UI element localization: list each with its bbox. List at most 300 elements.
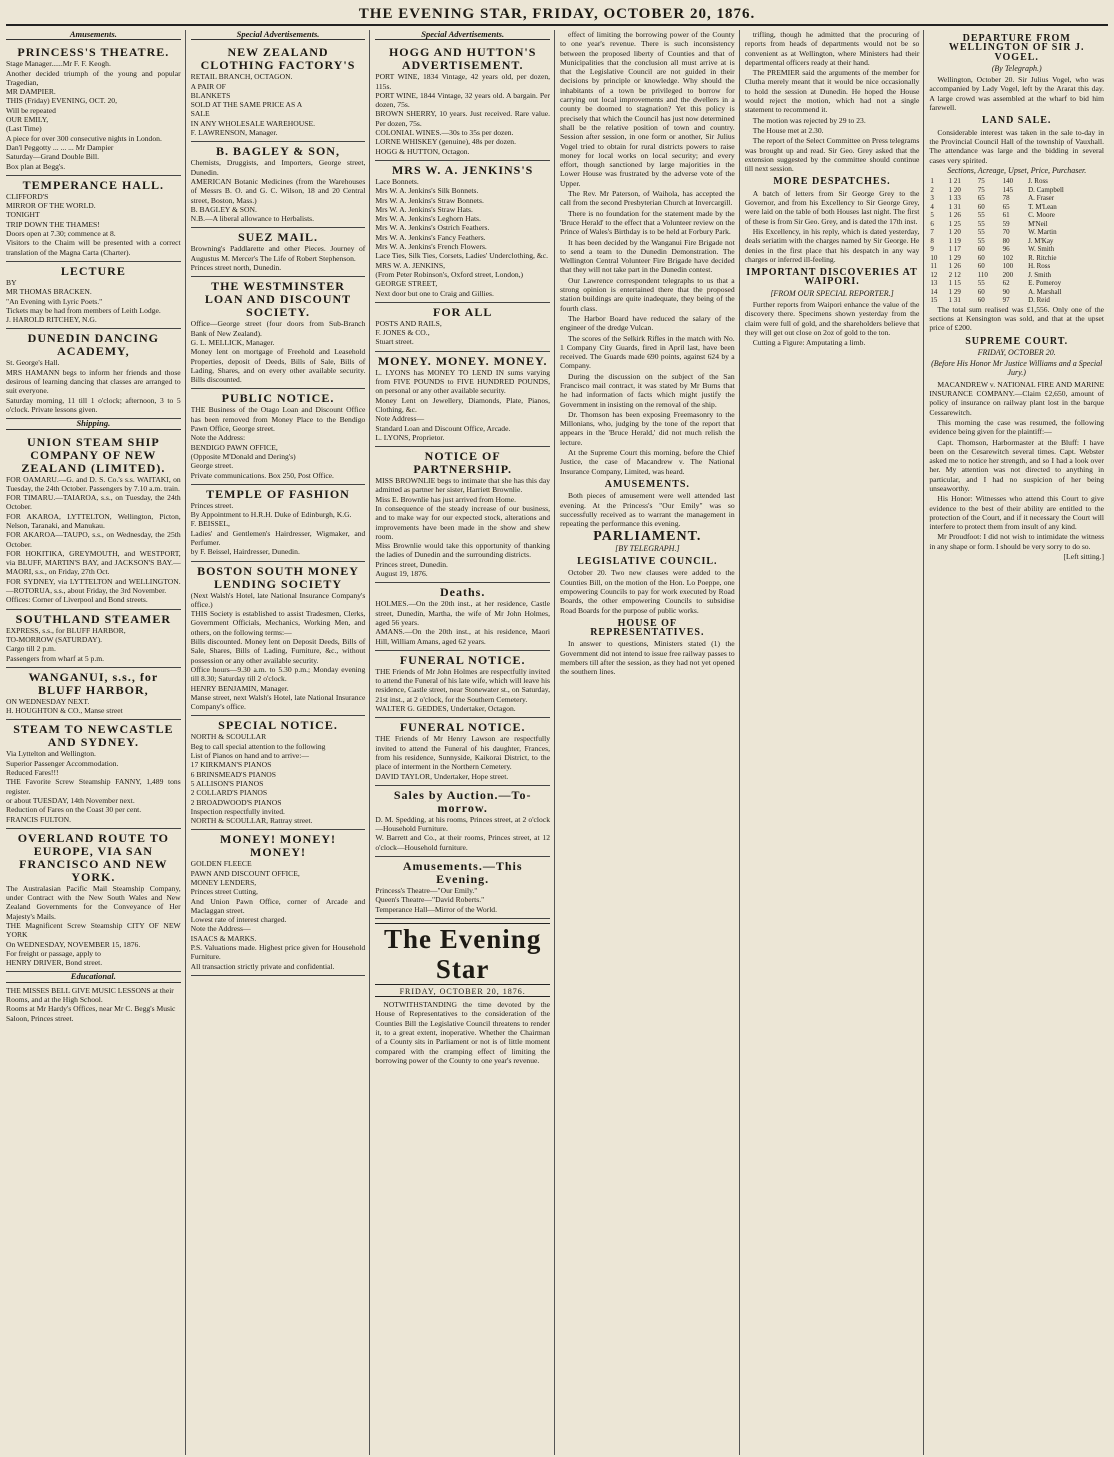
ad-line: Office—George street (four doors from Sub-Branch Bank of New Zealand). (190, 319, 366, 338)
court-judge: (Before His Honor Mr Justice Williams and a Special Jury.) (931, 359, 1103, 378)
advertisement-money (375, 352, 550, 447)
advertisement-temple-of-fashion (191, 485, 366, 562)
ad-line: W. Barrett and Co., at their rooms, Princes street, at 12 o'clock—Household furniture. (375, 833, 551, 852)
ad-line: MONEY LENDERS, (190, 878, 257, 887)
despatches-paragraph: His Excellency, in his reply, which is dated yesterday, deals seriatim with the charges named by Sir George. He denies in the first place that his despatch in any way charges or inferred ill-feeling. (744, 226, 920, 264)
land-cell: 1 26 (948, 262, 961, 271)
ad-line: MRS HAMANN begs to inform her friends and those desirous of learning dancing that classes are arranged to suit everyone. (6, 367, 181, 396)
ad-line: POSTS AND RAILS, (375, 318, 442, 328)
land-cell: 6 (930, 219, 934, 228)
advertisement-notice-of-partnership (375, 447, 550, 583)
land-row (929, 254, 1104, 263)
special-reporter: [FROM OUR SPECIAL REPORTER.] (770, 288, 894, 298)
ad-line: FOR AKAROA, LYTTELTON, Wellington, Picton, Nelson, Taranaki, and Manukau. (6, 511, 181, 530)
land-cell: 96 (1002, 245, 1010, 254)
land-cell: 1 26 (948, 211, 961, 220)
ad-line: Queen's Theatre—"David Roberts." (375, 895, 485, 905)
ad-line: For freight or passage, apply to (6, 948, 101, 958)
ad-line: 2 COLLARD'S PIANOS (190, 788, 268, 798)
discoveries-heading: IMPORTANT DISCOVERIES AT WAIPORI. (746, 267, 918, 288)
ad-line: Another decided triumph of the young and popular Tragedian, (6, 68, 181, 87)
land-cell: 1 31 (948, 202, 961, 211)
ad-line: Private communications. Box 250, Post Office. (190, 470, 334, 480)
ad-line: Princes street, Dunedin. (375, 559, 448, 569)
land-cell: 70 (1002, 228, 1010, 237)
section-heading: Educational. (6, 972, 181, 982)
land-cell: 62 (1002, 279, 1010, 288)
land-row (929, 245, 1104, 254)
land-row (929, 296, 1104, 305)
ad-line: ISAACS & MARKS. (190, 933, 257, 943)
ad-line: PORT WINE, 1844 Vintage, 32 years old. A bargain. Per dozen, 75s. (375, 90, 551, 110)
land-cell: J. Smith (1028, 270, 1052, 279)
land-cell: W. Smith (1028, 245, 1055, 254)
ad-line: THE Friends of Mr Henry Lawson are respectfully invited to attend the Funeral of his daughter, Frances, from his residence, Sunnyside, Kaikorai District, to the place of interment in the Northern Cemetery. (375, 734, 551, 772)
ad-line: LORNE WHISKEY (genuine), 48s per dozen. (375, 137, 517, 147)
advertisement-fencing (375, 303, 550, 352)
ad-title: FOR ALL (433, 304, 493, 319)
land-row (929, 228, 1104, 237)
land-cell: 3 (930, 194, 934, 203)
land-cell: 13 (930, 279, 938, 288)
land-row (929, 279, 1104, 288)
land-row (929, 288, 1104, 297)
leader-paragraph: NOTWITHSTANDING the time devoted by the House of Representatives to the consideration of the Counties Bill the Legislative Council threatens to render it, to a great extent, inoperative. Whether the Chairman of a County sits in Parliament or not is of little moment compared with the cramping effect of limiting the borrowing power of the County to one year's revenue. (375, 1000, 551, 1065)
ad-line: Miss E. Brownlie has just arrived from Home. (375, 494, 517, 504)
land-cell: 11 (930, 262, 938, 271)
article-paragraph: The House met at 2.30. (752, 125, 824, 135)
house-heading: HOUSE OF REPRESENTATIVES. (590, 617, 705, 639)
ad-line: Mrs W. A. Jenkins's Straw Hats. (375, 204, 473, 214)
article-paragraph: At the Supreme Court this morning, before the Chief Justice, the case of Macandrew v. The National Insurance Company, Limited, was heard. (560, 448, 735, 476)
ad-line: (Last Time) (6, 124, 42, 134)
land-cell: 60 (977, 287, 985, 296)
land-cell: 60 (977, 202, 985, 211)
ad-line: Inspection respectfully invited. (190, 806, 285, 816)
ad-line: Money lent on mortgage of Freehold and Leasehold Properties, deposit of Deeds, Bills of Sale, Bills of Lading, Shares, and on every other available security. Bills discounted. (190, 347, 366, 385)
ad-line: SALE (190, 109, 210, 119)
ad-line: Mrs W. A. Jenkins's Leghorn Hats. (375, 214, 481, 224)
ad-title: TEMPLE OF FASHION (206, 486, 350, 501)
ad-line: Reduction of Fares on the Coast 30 per cent. (6, 805, 142, 815)
column-6 (929, 30, 1108, 1455)
land-cell: 59 (1002, 219, 1010, 228)
legislative-council-paragraph: October 20. Two new clauses were added to the Counties Bill, on the motion of the Hon. Lo Poeppe, one empowering Councils to pay for work executed by Road Boards, the other empowering Councils to subsidise Road Boards for the purpose of public works. (560, 568, 735, 615)
advertisement-overland-route (6, 829, 181, 973)
ad-line: Visitors to the Chaim will be presented with a correct translation of the Magna Carta (Charter). (6, 238, 181, 257)
ad-line: F. JONES & CO., (375, 328, 430, 338)
ad-line: Superior Passenger Accommodation. (6, 758, 119, 768)
land-cell: J. M'Kay (1028, 236, 1054, 245)
ad-line: or about TUESDAY, 14th November next. (6, 795, 135, 805)
ad-line: Passengers from wharf at 5 p.m. (6, 653, 105, 663)
land-cell: 110 (977, 270, 988, 279)
section-heading: Shipping. (6, 419, 181, 429)
ad-line: Mrs W. A. Jenkins's French Flowers. (375, 242, 487, 252)
ad-title: HOGG AND HUTTON'S ADVERTISEMENT. (388, 45, 537, 73)
land-cell: 60 (977, 296, 985, 305)
ad-line: BROWN SHERRY, 10 years. Just received. Rare value. Per dozen, 75s. (375, 109, 551, 128)
land-cell: A. Fraser (1028, 194, 1055, 203)
more-despatches-heading: MORE DESPATCHES. (773, 176, 891, 188)
ad-line: F. LAWRENSON, Manager. (190, 128, 278, 138)
ad-line: RETAIL BRANCH, OCTAGON. (190, 72, 293, 82)
masthead: THE EVENING STAR, FRIDAY, OCTOBER 20, 1876. (6, 4, 1108, 26)
land-cell: 1 (930, 177, 934, 186)
land-cell: 145 (1002, 185, 1014, 194)
advertisement-steam-newcastle (6, 720, 181, 828)
land-cell: 80 (1002, 236, 1010, 245)
ad-line: Lace Ties, Silk Ties, Corsets, Ladies' Underclothing, &c. (375, 251, 548, 261)
ad-line: Princes street. (190, 500, 234, 510)
land-cell: 1 21 (948, 177, 961, 186)
ad-line: TO-MORROW (SATURDAY). (6, 634, 103, 644)
ad-line: EXPRESS, s.s., for BLUFF HARBOR, (6, 625, 126, 635)
ad-line: F. BEISSEL, (190, 519, 230, 529)
land-cell: T. M'Lean (1028, 202, 1057, 211)
advertisement-amusements-this-evening (375, 857, 550, 919)
ad-line: TONIGHT (6, 210, 40, 220)
land-cell: 1 19 (948, 236, 961, 245)
advertisement-deaths (375, 583, 550, 650)
ad-line: "An Evening with Lyric Poets." (6, 296, 103, 306)
ad-line: Mrs W. A. Jenkins's Fancy Feathers. (375, 232, 486, 242)
land-cell: 2 (930, 185, 934, 194)
land-cell: 78 (1002, 194, 1010, 203)
ad-line: FRANCIS FULTON. (6, 814, 71, 824)
article-paragraph: Dr. Thomson has been exposing Freemasonry to the Millonians, who, judging by the tone of the report that appears in the 'Bruce Herald,' did not much relish the lecture. (560, 409, 735, 447)
ad-line: NORTH & SCOULLAR (190, 732, 267, 742)
ad-line: Temperance Hall—Mirror of the World. (375, 904, 497, 914)
ad-title: PUBLIC NOTICE. (221, 391, 335, 406)
ad-line: A piece for over 300 consecutive nights in London. (6, 133, 162, 143)
ad-line: N.B.—A liberal allowance to Herbalists. (190, 214, 315, 224)
ad-line: THIS (Friday) EVENING, OCT. 20, (6, 96, 118, 106)
advertisement-bagley-and-son (191, 142, 366, 228)
ad-line: J. HAROLD RITCHEY, N.G. (6, 315, 97, 325)
ad-line: THE Friends of Mr John Holmes are respectfully invited to attend the Funeral of his late wife, which will leave his residence, Castle street, near Stonewater st., on Saturday, 21st inst., at 2 o'clock, for the Southern Cemetery. (375, 666, 551, 704)
ad-line: Saturday morning, 11 till 1 o'clock; afternoon, 3 to 5 o'clock. Private lessons given. (6, 395, 181, 414)
paper-date: FRIDAY, OCTOBER 20, 1876. (375, 987, 550, 997)
ad-line: (Opposite M'Donald and Dering's) (190, 451, 296, 461)
ad-line: 17 KIRKMAN'S PIANOS (190, 760, 272, 770)
land-cell: 10 (930, 253, 938, 262)
land-cell: 8 (930, 236, 934, 245)
ad-line: MR THOMAS BRACKEN. (6, 287, 92, 297)
parliament-heading: PARLIAMENT. (593, 529, 702, 545)
column-5 (745, 30, 925, 1455)
ad-line: Browning's Paddlarette and other Pieces. Journey of Augustus M. Mercer's The Life of Robert Stephenson. (190, 244, 366, 263)
ad-line: B. BAGLEY & SON. (190, 204, 257, 214)
ad-title: SOUTHLAND STEAMER (15, 611, 172, 626)
land-cell: R. Ritchie (1028, 253, 1057, 262)
ad-line: List of Pianos on hand and to arrive:— (190, 751, 309, 761)
land-cell: 55 (977, 236, 985, 245)
despatches-paragraph: A batch of letters from Sir George Grey to the Governor, and from his Excellency to Sir George Grey, were laid on the table of both Houses last night. The first of these is from Sir Geo. Grey, and is dated the 17th inst. (744, 188, 920, 226)
article-paragraph: The scores of the Selkirk Rifles in the match with No. 1 Company City Guards, fired in April last, have been received. The Guards made 690 points, against 624 by a Company. (560, 333, 735, 371)
article-paragraph: The motion was rejected by 29 to 23. (752, 115, 866, 125)
article-paragraph: trifling, though he admitted that the procuring of reports from heads of departments would not be so convenient as at Wellington, where Ministers had their departmental officers ready at their hand. (744, 30, 920, 67)
ad-line: FOR AKAROA—TAUPO, s.s., on Wednesday, the 25th October. (6, 530, 181, 549)
land-cell: 60 (977, 245, 985, 254)
land-cell: 1 20 (948, 185, 961, 194)
ad-line: Reduced Fares!!! (6, 768, 59, 778)
ad-line: Princes street Cutting, (190, 887, 258, 897)
ad-line: MRS W. A. JENKINS, (375, 260, 445, 270)
ad-line: HOLMES.—On the 20th inst., at her residence, Castle street, Dunedin, Martha, the wife of Mr John Holmes, aged 56 years. (375, 599, 551, 627)
ad-title: MONEY. MONEY. MONEY. (377, 353, 548, 368)
ad-line: THE MISSES BELL GIVE MUSIC LESSONS at their Rooms, and at the High School. (6, 985, 174, 1005)
land-row (929, 194, 1104, 203)
ad-line: A PAIR OF (190, 81, 226, 91)
land-cell: 1 20 (948, 228, 961, 237)
ad-line: Rooms at Mr Hardy's Offices, near Mr C. Begg's Music Saloon, Princes street. (6, 1004, 176, 1023)
article-paragraph: The PREMIER said the arguments of the member for Clutha merely meant that it would be nice occasionally to hold the session at Dunedin. He hoped the House would reject the motion, which had not a single statement to recommend it. (744, 68, 920, 115)
ad-line: D. M. Spedding, at his rooms, Princes street, at 2 o'clock—Household Furniture. (375, 814, 551, 834)
ad-line: THIS Society is established to assist Tradesmen, Clerks, Government Officials, Mechanics, Working Men, and others, on the following terms:— (190, 609, 366, 637)
column-3 (375, 30, 555, 1455)
land-cell: 55 (977, 279, 985, 288)
ad-title: Deaths. (440, 585, 486, 600)
land-cell: D. Reid (1028, 296, 1050, 305)
ad-line: Ladies' and Gentlemen's Hairdresser, Wigmaker, and Perfumer. (190, 528, 366, 547)
land-cell: 65 (1002, 202, 1010, 211)
ad-title: Amusements.—This Evening. (402, 859, 523, 886)
land-cell: 1 15 (948, 279, 961, 288)
ad-line: P.S. Valuations made. Highest price given for Household Furniture. (190, 943, 366, 962)
section-heading: Special Advertisements. (375, 30, 550, 40)
land-cell: 1 33 (948, 194, 961, 203)
land-cell: 140 (1002, 177, 1014, 186)
ad-title: SUEZ MAIL. (238, 230, 319, 245)
ad-line: GOLDEN FLEECE (190, 859, 252, 869)
ad-title: STEAM TO NEWCASTLE AND SYDNEY. (13, 722, 174, 750)
ad-line: DAVID TAYLOR, Undertaker, Hope street. (375, 771, 509, 781)
house-paragraph: In answer to questions, Ministers stated (1) the Government did not intend to issue free railway passes to members till after the session, as they had not yet opened the southern lines. (560, 639, 735, 677)
land-cell: 55 (977, 228, 985, 237)
ad-line: HENRY DRIVER, Bond street. (6, 958, 103, 968)
ad-title: B. BAGLEY & SON, (216, 144, 340, 159)
ad-title: MRS W. A. JENKINS'S (391, 162, 534, 177)
advertisement-funeral-notice-2 (375, 718, 550, 785)
ad-title: WANGANUI, s.s., for BLUFF HARBOR, (28, 669, 159, 697)
amusements-heading: AMUSEMENTS. (604, 478, 690, 490)
court-paragraph: Mr Proudfoot: I did not wish to intimidate the witness in any shape or form. I should be very sorry to do so. (929, 532, 1105, 551)
ad-line: Note Address— (375, 414, 425, 424)
ad-title: FUNERAL NOTICE. (399, 652, 526, 667)
ad-title: DUNEDIN DANCING ACADEMY, (27, 331, 159, 359)
land-cell: A. Marshall (1028, 287, 1062, 296)
ad-line: PAWN AND DISCOUNT OFFICE, (190, 868, 300, 878)
land-table-header: Sections, Acreage, Upset, Price, Purchaser. (947, 165, 1087, 175)
advertisement-nz-clothing-factory (191, 43, 366, 142)
ad-line: Will be repeated (6, 105, 56, 115)
land-cell: 9 (930, 245, 934, 254)
section-heading: Special Advertisements. (191, 30, 366, 40)
advertisement-lecture (6, 262, 181, 329)
land-sale-paragraph: Considerable interest was taken in the sale to-day in the Provincial Council Hall of the township of Vauxhall. The attendance was large and the bidding in several cases very spirited. (929, 127, 1105, 165)
land-cell: M'Neil (1028, 219, 1048, 228)
article-paragraph: Our Lawrence correspondent telegraphs to us that a strong opinion is entertained there that the proposed station buildings are quite inadequate, they being of the fourth class. (560, 275, 735, 313)
ad-line: Manse street, next Walsh's Hotel, late National Insurance Company's office. (190, 692, 366, 712)
ad-line: MIRROR OF THE WORLD. (6, 201, 96, 211)
ad-line: St. George's Hall. (6, 358, 60, 368)
advertisement-special-notice (191, 716, 366, 830)
ad-line: BY (6, 277, 17, 287)
ad-line: Note the Address: (190, 433, 246, 443)
ad-line: PORT WINE, 1834 Vintage, 42 years old, per dozen, 115s. (375, 72, 551, 91)
columns (6, 30, 1108, 1455)
ad-line: Miss Brownlie would take this opportunity of thanking the ladies of Dunedin and the surrounding districts. (375, 541, 551, 560)
advertisement-wanganui (6, 668, 181, 721)
article-paragraph: effect of limiting the borrowing power of the County to one year's revenue. There is such inconsistency between the proposed liberty of Counties and that of Municipalities that the conclusion all must arrive at is that the Legislative Council are not guided in their decisions by principle or knowledge. Why should the inhabitants of a town be privileged to borrow for carrying out local improvements and the dwellers in a county be doomed to stagnation? Yet this policy is precisely that which the Council has just now determined shall be the relative position of town and country. Session after session, in one form or another, Sir Julius Vogel tried to obtain for rural districts powers to raise money for local works on local security; and every effort, though sanctioned by large majorities in the Lower House was frustrated by the adverse vote of the Upper. (560, 30, 735, 188)
ad-line: The Australasian Pacific Mail Steamship Company, under Contract with the New South Wales and New Zealand Governments for the Conveyance of Her Majesty's Mails. (6, 883, 181, 921)
advertisement-suez-mail (191, 228, 366, 277)
land-cell: 4 (930, 202, 934, 211)
ad-line: 5 ALLISON'S PIANOS (190, 778, 264, 788)
land-cell: 55 (977, 219, 985, 228)
advertisement-hogg-and-hutton (375, 43, 550, 161)
left-sitting: [Left sitting.] (1063, 552, 1105, 562)
ad-line: TRIP DOWN THE THAMES! (6, 219, 100, 229)
ad-line: AMERICAN Botanic Medicines (from the Warehouses of Messrs B. O. and G. C. Wilson, 18 and 20 Central street, Boston, Mass.) (190, 176, 366, 205)
ad-line: COLONIAL WINES.—30s to 35s per dozen. (375, 128, 514, 138)
ad-line: CLIFFORD'S (6, 191, 49, 201)
article-paragraph: The Rev. Mr Paterson, of Waihola, has accepted the call from the second Presbyterian Church at Invercargill. (560, 189, 735, 208)
ad-line: Saturday—Grand Double Bill. (6, 152, 100, 162)
land-row (929, 211, 1104, 220)
land-cell: E. Pomeroy (1028, 279, 1062, 288)
ad-line: Doors open at 7.30; commence at 8. (6, 229, 116, 239)
land-cell: 5 (930, 211, 934, 220)
land-cell: 75 (977, 185, 985, 194)
ad-line: 6 BRINSMEAD'S PIANOS (190, 769, 277, 779)
column-4 (560, 30, 740, 1455)
land-total: The total sum realised was £1,556. Only one of the sections at Kensington was sold, and that at the upset price of £200. (929, 304, 1105, 333)
article-paragraph: The Harbor Board have reduced the salary of the engineer of the dredge Vulcan. (560, 313, 735, 333)
land-cell: D. Campbell (1028, 185, 1064, 194)
advertisement-sales-tomorrow (375, 786, 550, 857)
ad-line: Tickets may be had from members of Leith Lodge. (6, 305, 161, 315)
ad-line: Dan'l Peggotty ... ... ... Mr Dampier (6, 142, 114, 152)
ad-title: FUNERAL NOTICE. (399, 720, 526, 735)
land-cell: 61 (1002, 211, 1010, 220)
land-cell: 1 29 (948, 253, 961, 262)
departure-paragraph: Wellington, October 20. Sir Julius Vogel, who was accompanied by Lady Vogel, left by the Ararat this day. A large crowd was assembled at the wharf to bid him farewell. (929, 75, 1105, 113)
land-cell: 65 (977, 194, 985, 203)
supreme-court-heading: SUPREME COURT. (965, 335, 1069, 347)
land-sale-heading: LAND SALE. (981, 115, 1052, 127)
ad-line: Standard Loan and Discount Office, Arcade. (375, 423, 511, 433)
ad-line: Mrs W. A. Jenkins's Silk Bonnets. (375, 186, 479, 196)
land-row (929, 220, 1104, 229)
ad-line: George street. (190, 461, 234, 471)
land-row (929, 186, 1104, 195)
land-cell: 60 (977, 253, 985, 262)
departure-sub: (By Telegraph.) (991, 63, 1042, 73)
land-cell: J. Ross (1028, 177, 1048, 186)
ad-line: Bills discounted. Money lent on Deposit Deeds, Bills of Sale, Shares, Bills of Lading, Furniture, &c., without possession or any other available security. (190, 637, 366, 665)
ad-line: Office hours—9.30 a.m. to 5.30 p.m.; Monday evening till 8.30; Saturday till 2 o'clock. (190, 664, 366, 684)
land-cell: 1 29 (948, 287, 961, 296)
court-paragraph: Capt. Thomson, Harbormaster at the Bluff: I have been on the Cesarewitch several times. Capt. Webster asked me to notice her strength, and so I had a look over her. My attention was not directed to anything in particular, and I had no suspicion of her being unseaworthy. (929, 437, 1105, 493)
ad-line: And Union Pawn Office, corner of Arcade and Maclaggan street. (190, 896, 366, 915)
ad-title: Sales by Auction.—To-morrow. (393, 787, 532, 815)
land-cell: 200 (1002, 270, 1014, 279)
ad-line: HENRY BENJAMIN, Manager. (190, 683, 289, 693)
ad-line: MISS BROWNLIE begs to intimate that she has this day admitted as partner her sister, Harriett Brownlie. (375, 476, 551, 495)
land-row (929, 203, 1104, 212)
ad-line: THE Magnificent Screw Steamship CITY OF NEW YORK (6, 921, 181, 940)
ad-line: GEORGE STREET, (375, 279, 438, 289)
ad-line: By Appointment to H.R.H. Duke of Edinburgh, K.G. (190, 510, 352, 520)
discoveries-paragraph: Further reports from Waipori enhance the value of the discovery there. Specimens shown yesterday from the claim were full of gold, and the shareholders believe that they will get out close on 2oz of gold to the ton. (744, 300, 920, 337)
ad-line: THE Business of the Otago Loan and Discount Office has been removed from Money Place to the Bendigo Pawn Office, George street. (190, 405, 366, 434)
by-telegraph: [BY TELEGRAPH.] (615, 543, 680, 553)
land-cell: 90 (1002, 287, 1010, 296)
advertisement-westminster-loan (191, 277, 366, 389)
ad-line: H. HOUGHTON & CO., Manse street (6, 706, 123, 716)
land-cell: 12 (930, 270, 938, 279)
land-row (929, 271, 1104, 280)
ad-line: L. LYONS has MONEY TO LEND IN sums varying from FIVE POUNDS to FIVE HUNDRED POUNDS, on personal or any other available security. (375, 367, 551, 396)
land-cell: 1 17 (948, 245, 961, 254)
land-cell: 2 12 (948, 270, 961, 279)
land-cell: 75 (977, 177, 985, 186)
amusements-paragraph: Both pieces of amusement were well attended last evening. At the Princess's "Our Emily" was so successfully received as to warrant the management in repeating the performance this evening. (560, 491, 735, 529)
ad-title: MONEY! MONEY! MONEY! (220, 832, 336, 860)
advertisement-southland-steamer (6, 610, 181, 668)
advertisement-temperance-hall (6, 176, 181, 262)
article-paragraph: It has been decided by the Wanganui Fire Brigade not to send a team to the Dunedin Demonstration. The Wellington Central Volunteer Fire Brigade have decided that they will not take part in the Dunedin contest. (560, 237, 735, 275)
ad-line: FOR HOKITIKA, GREYMOUTH, and WESTPORT, via BLUFF, MARTIN'S BAY, and JACKSON'S BAY.—MAORI, s.s., on Friday, 27th Oct. (6, 548, 181, 577)
ad-line: August 19, 1876. (375, 569, 428, 579)
ad-line: BLANKETS (190, 90, 231, 100)
ad-line: THE Favorite Screw Steamship FANNY, 1,489 tons register. (6, 777, 181, 796)
ad-title: SPECIAL NOTICE. (218, 718, 338, 733)
ad-line: Beg to call special attention to the following (190, 741, 326, 751)
ad-title: LECTURE (60, 263, 126, 278)
ad-line: OUR EMILY, (6, 115, 49, 125)
advertisement-dancing-academy (6, 329, 181, 419)
ad-line: MR DAMPIER. (6, 87, 56, 97)
ad-line: Stuart street. (375, 337, 414, 347)
court-paragraph: His Honor: Witnesses who attend this Court to give evidence to the best of their ability are entitled to the protection of the Court, and if it necessary the Court will interfere to protect them from insult of any kind. (929, 494, 1105, 532)
land-cell: C. Moore (1028, 211, 1055, 220)
land-cell: 15 (930, 296, 938, 305)
land-row (929, 262, 1104, 271)
land-cell: 55 (977, 211, 985, 220)
ad-line: Box plan at Begg's. (6, 161, 66, 171)
land-cell: H. Ross (1028, 262, 1051, 271)
ad-line: IN ANY WHOLESALE WAREHOUSE. (190, 118, 315, 128)
ad-line: L. LYONS, Proprietor. (375, 432, 445, 442)
advertisement-princess-theatre (6, 43, 181, 176)
ad-line: FOR OAMARU.—G. and D. S. Co.'s s.s. WAITAKI, on Tuesday, the 24th October. Passengers by 7.10 a.m. train. (6, 474, 181, 493)
ad-title: NEW ZEALAND CLOTHING FACTORY'S (200, 45, 356, 73)
ad-line: All transaction strictly private and confidential. (190, 961, 335, 971)
court-paragraph: This morning the case was resumed, the following evidence being given for the plaintiff:— (929, 417, 1105, 437)
advertisement-mrs-jenkins (375, 161, 550, 303)
column-2 (191, 30, 371, 1455)
court-case: MACANDREW v. NATIONAL FIRE AND MARINE INSURANCE COMPANY.—Claim £2,650, amount of policy of insurance on railway plant lost in the barque Cessarewitch. (929, 379, 1105, 417)
court-date: FRIDAY, OCTOBER 20. (977, 347, 1056, 357)
ad-title: THE WESTMINSTER LOAN AND DISCOUNT SOCIETY. (204, 279, 352, 320)
ad-title: BOSTON SOUTH MONEY LENDING SOCIETY (197, 563, 359, 591)
ad-line: Princes street north, Dunedin. (190, 263, 282, 273)
ad-line: Cargo till 2 p.m. (6, 644, 56, 654)
ad-line: (Next Walsh's Hotel, late National Insurance Company's office.) (190, 590, 366, 609)
